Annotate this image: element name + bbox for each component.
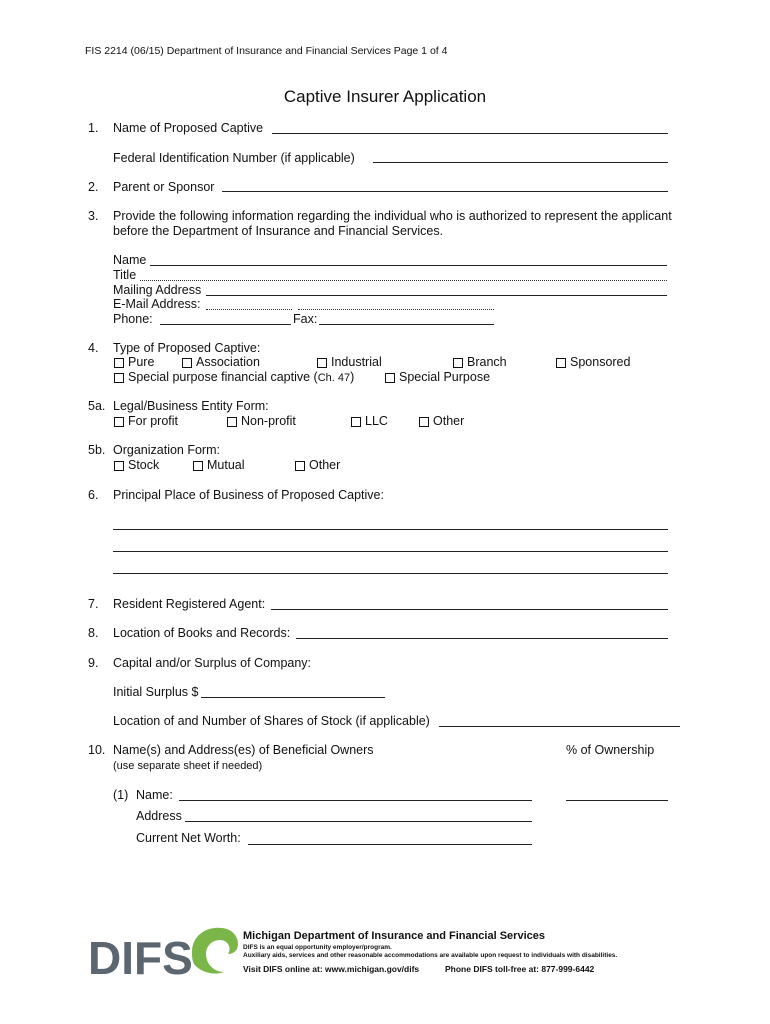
owner-name-field[interactable] xyxy=(179,800,532,801)
q5a-label: Legal/Business Entity Form: xyxy=(113,399,269,413)
special-financial-close: ) xyxy=(350,370,355,384)
q8-number: 8. xyxy=(88,626,99,640)
rep-email-field-b[interactable] xyxy=(298,309,494,310)
q9-number: 9. xyxy=(88,656,99,670)
footer-eeo-line: DIFS is an equal opportunity employer/program. xyxy=(243,944,392,951)
rep-mailing-label: Mailing Address xyxy=(113,283,202,297)
principal-place-line-3[interactable] xyxy=(113,573,668,574)
q2-label: Parent or Sponsor xyxy=(113,180,215,194)
q5a-number: 5a. xyxy=(88,399,106,413)
option-association: Association xyxy=(196,355,260,369)
rep-phone-field[interactable] xyxy=(160,324,291,325)
q4-label: Type of Proposed Captive: xyxy=(113,341,261,355)
option-non-profit: Non-profit xyxy=(241,414,296,428)
q6-number: 6. xyxy=(88,488,99,502)
q3-number: 3. xyxy=(88,209,99,223)
shares-field[interactable] xyxy=(439,726,680,727)
shares-label: Location of and Number of Shares of Stock (if applicable) xyxy=(113,714,430,728)
rep-email-label: E-Mail Address: xyxy=(113,297,201,311)
checkbox-org-other[interactable] xyxy=(295,461,305,471)
footer-phone: Phone DIFS toll-free at: 877-999-6442 xyxy=(445,964,595,974)
footer-accommodations-line: Auxiliary aids, services and other reasonable accommodations are available upon request to individuals with disabilities. xyxy=(243,952,618,959)
option-industrial: Industrial xyxy=(331,355,382,369)
option-special-financial xyxy=(128,370,354,386)
owner-networth-field[interactable] xyxy=(248,844,532,845)
rep-fax-label: Fax: xyxy=(293,312,318,326)
difs-logo-mark xyxy=(88,922,240,978)
special-financial-chapter: Ch. 47 xyxy=(317,372,351,384)
option-sponsored: Sponsored xyxy=(570,355,631,369)
checkbox-special-purpose[interactable] xyxy=(385,373,395,383)
checkbox-branch[interactable] xyxy=(453,358,463,368)
checkbox-for-profit[interactable] xyxy=(114,417,124,427)
ownership-label: % of Ownership xyxy=(566,743,655,757)
checkbox-sponsored[interactable] xyxy=(556,358,566,368)
footer-org-name: Michigan Department of Insurance and Financial Services xyxy=(243,930,545,942)
owner-name-label: Name: xyxy=(136,788,173,802)
rep-phone-label: Phone: xyxy=(113,312,153,326)
option-special-purpose: Special Purpose xyxy=(399,370,491,384)
option-for-profit: For profit xyxy=(128,414,179,428)
parent-sponsor-field[interactable] xyxy=(222,191,668,192)
rep-mailing-field[interactable] xyxy=(206,295,667,296)
checkbox-non-profit[interactable] xyxy=(227,417,237,427)
difs-logo xyxy=(88,922,240,978)
q5b-number: 5b. xyxy=(88,443,106,457)
page-title: Captive Insurer Application xyxy=(283,87,487,106)
option-stock: Stock xyxy=(128,458,160,472)
q9-label: Capital and/or Surplus of Company: xyxy=(113,656,312,670)
rep-title-field[interactable] xyxy=(140,280,667,281)
rep-name-field[interactable] xyxy=(150,265,667,266)
q1-number: 1. xyxy=(88,121,99,135)
q3-text-line1: Provide the following information regarding the individual who is authorized to represent the applicant xyxy=(113,209,672,223)
q10-label: Name(s) and Address(es) of Beneficial Owners xyxy=(113,743,374,757)
owner-networth-label: Current Net Worth: xyxy=(136,831,241,845)
footer-website[interactable]: Visit DIFS online at: www.michigan.gov/difs xyxy=(243,964,420,974)
books-records-field[interactable] xyxy=(296,638,668,639)
checkbox-pure[interactable] xyxy=(114,358,124,368)
checkbox-special-financial[interactable] xyxy=(114,373,124,383)
q7-number: 7. xyxy=(88,597,99,611)
option-entity-other: Other xyxy=(433,414,465,428)
option-branch: Branch xyxy=(467,355,507,369)
initial-surplus-label: Initial Surplus $ xyxy=(113,685,199,699)
fein-label: Federal Identification Number (if applicable) xyxy=(113,151,355,165)
q5b-label: Organization Form: xyxy=(113,443,220,457)
option-llc: LLC xyxy=(365,414,388,428)
rep-email-field-a[interactable] xyxy=(206,309,292,310)
q3-text-line2: before the Department of Insurance and Financial Services. xyxy=(113,224,444,238)
difs-logo-text: DIFS xyxy=(88,932,193,978)
registered-agent-field[interactable] xyxy=(271,609,668,610)
checkbox-industrial[interactable] xyxy=(317,358,327,368)
rep-title-label: Title xyxy=(113,268,137,282)
checkbox-entity-other[interactable] xyxy=(419,417,429,427)
checkbox-llc[interactable] xyxy=(351,417,361,427)
form-header: FIS 2214 (06/15) Department of Insurance and Financial Services Page 1 of 4 xyxy=(85,45,448,57)
checkbox-mutual[interactable] xyxy=(193,461,203,471)
rep-fax-field[interactable] xyxy=(319,324,494,325)
rep-name-label: Name xyxy=(113,253,147,267)
option-org-other: Other xyxy=(309,458,341,472)
separate-sheet-note: (use separate sheet if needed) xyxy=(113,760,263,772)
owner-address-label: Address xyxy=(136,809,182,823)
owner-address-field[interactable] xyxy=(185,821,532,822)
q8-label: Location of Books and Records: xyxy=(113,626,291,640)
special-financial-text: Special purpose financial captive ( xyxy=(128,370,318,384)
checkbox-association[interactable] xyxy=(182,358,192,368)
q1-label: Name of Proposed Captive xyxy=(113,121,264,135)
q4-number: 4. xyxy=(88,341,99,355)
principal-place-line-1[interactable] xyxy=(113,529,668,530)
option-pure: Pure xyxy=(128,355,155,369)
q6-label: Principal Place of Business of Proposed Captive: xyxy=(113,488,384,502)
principal-place-line-2[interactable] xyxy=(113,551,668,552)
fein-field[interactable] xyxy=(373,162,668,163)
q10-number: 10. xyxy=(88,743,106,757)
q2-number: 2. xyxy=(88,180,99,194)
checkbox-stock[interactable] xyxy=(114,461,124,471)
owner-item-number: (1) xyxy=(113,788,129,802)
captive-name-field[interactable] xyxy=(272,133,668,134)
option-mutual: Mutual xyxy=(207,458,245,472)
initial-surplus-field[interactable] xyxy=(201,697,385,698)
q7-label: Resident Registered Agent: xyxy=(113,597,266,611)
owner-ownership-field[interactable] xyxy=(566,800,668,801)
